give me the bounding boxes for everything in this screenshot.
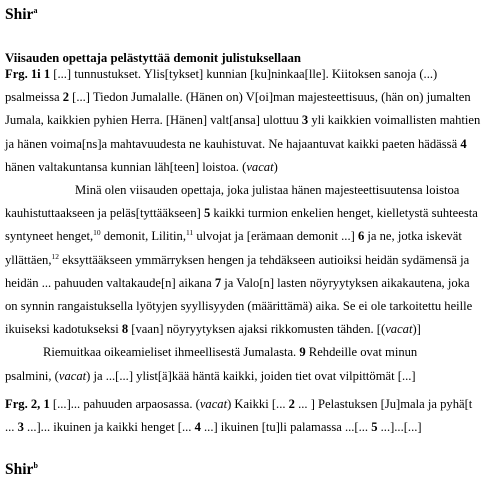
text-line: syntyneet henget,$^{10}$ demonit, Lilitin,$^{11}$ ulvojat ja [erämaan demonit ...] 6 ja ne, jotka iskevät [5, 228, 462, 244]
text-line: heidän ... pahuuden valtakaude[n] aikana 7 ja Valo[n] lasten nöyryytyksen aikakautena, joka [5, 275, 470, 290]
section-heading-shir-a: Shir$^a$ [5, 5, 38, 23]
text-line: psalmeissa 2 [...] Tiedon Jumalalle. (Hänen on) V[oi]man majesteettisuus, (hän on) jumalten [5, 90, 471, 105]
fragment-1-text [5, 63, 483, 388]
fragment-2-text [5, 393, 483, 439]
text-line: on synnin rangaistuksella lyötyjen syyllisyyden (määrittämä) aika. Se ei ole tarkoitettu heille [5, 299, 473, 314]
text-line: Riemuitkaa oikeamieliset ihmeellisestä Jumalasta. 9 Rehdeille ovat minun [43, 345, 418, 360]
text-line: kauhistuttaakseen ja peläs[tyttääkseen] 5 kaikki turmion enkelien henget, kielletystä suhteesta [5, 206, 478, 221]
text-line: ja hänen voima[ns]a mahtavuudesta ne kauhistuvat. Ne hajaantuvat kaikki paeten hädässä 4 [5, 136, 467, 151]
text-line: yllättäen,$^{12}$ eksyttääkseen ymmärryksen hengen ja tehdäkseen autioiksi heidän sydämensä ja [5, 251, 470, 267]
section-subtitle: Viisauden opettaja pelästyttää demonit julistuksellaan [5, 51, 302, 65]
text-line: ikuiseksi kadotukseksi 8 [vaan] nöyryytyksen ajaksi rikkomusten tähden. [(vacat)] [5, 322, 421, 337]
text-line: Frg. 2, 1 [...]... pahuuden arpaosassa. (vacat) Kaikki [... 2 ... ] Pelastuksen [Ju]mala ja pyhä[t [5, 397, 473, 411]
text-line: Frg. 1i 1 [...] tunnustukset. Ylis[tykset] kunnian [ku]ninkaa[lle]. Kiitoksen sanoja (...) [5, 67, 438, 81]
text-line: Minä olen viisauden opettaja, joka julistaa hänen majesteettisuutensa loistoa [75, 183, 460, 198]
section-heading-shir-b: Shir$^b$ [5, 460, 38, 478]
text-line: ... 3 ...]... ikuinen ja kaikki henget [... 4 ...] ikuinen [tu]li palamassa ...[... 5 ...]...[...] [5, 420, 422, 435]
text-line: psalmini, (vacat) ja ...[...] ylist[ä]kää häntä kaikki, joiden tiet ovat vilpittömät [...] [5, 368, 416, 383]
footnote-ref: 11 [186, 228, 194, 238]
footnote-ref: 12 [51, 251, 60, 261]
text-line: hänen valtakuntansa kunnian läh[teen] loistoa. (vacat) [5, 159, 278, 174]
text-line: Jumala, kaikkien pyhien Herra. [Hänen] valt[ansa] ulottuu 3 yli kaikkien voimallisten mahtien [5, 113, 481, 128]
footnote-ref: 10 [93, 228, 101, 238]
